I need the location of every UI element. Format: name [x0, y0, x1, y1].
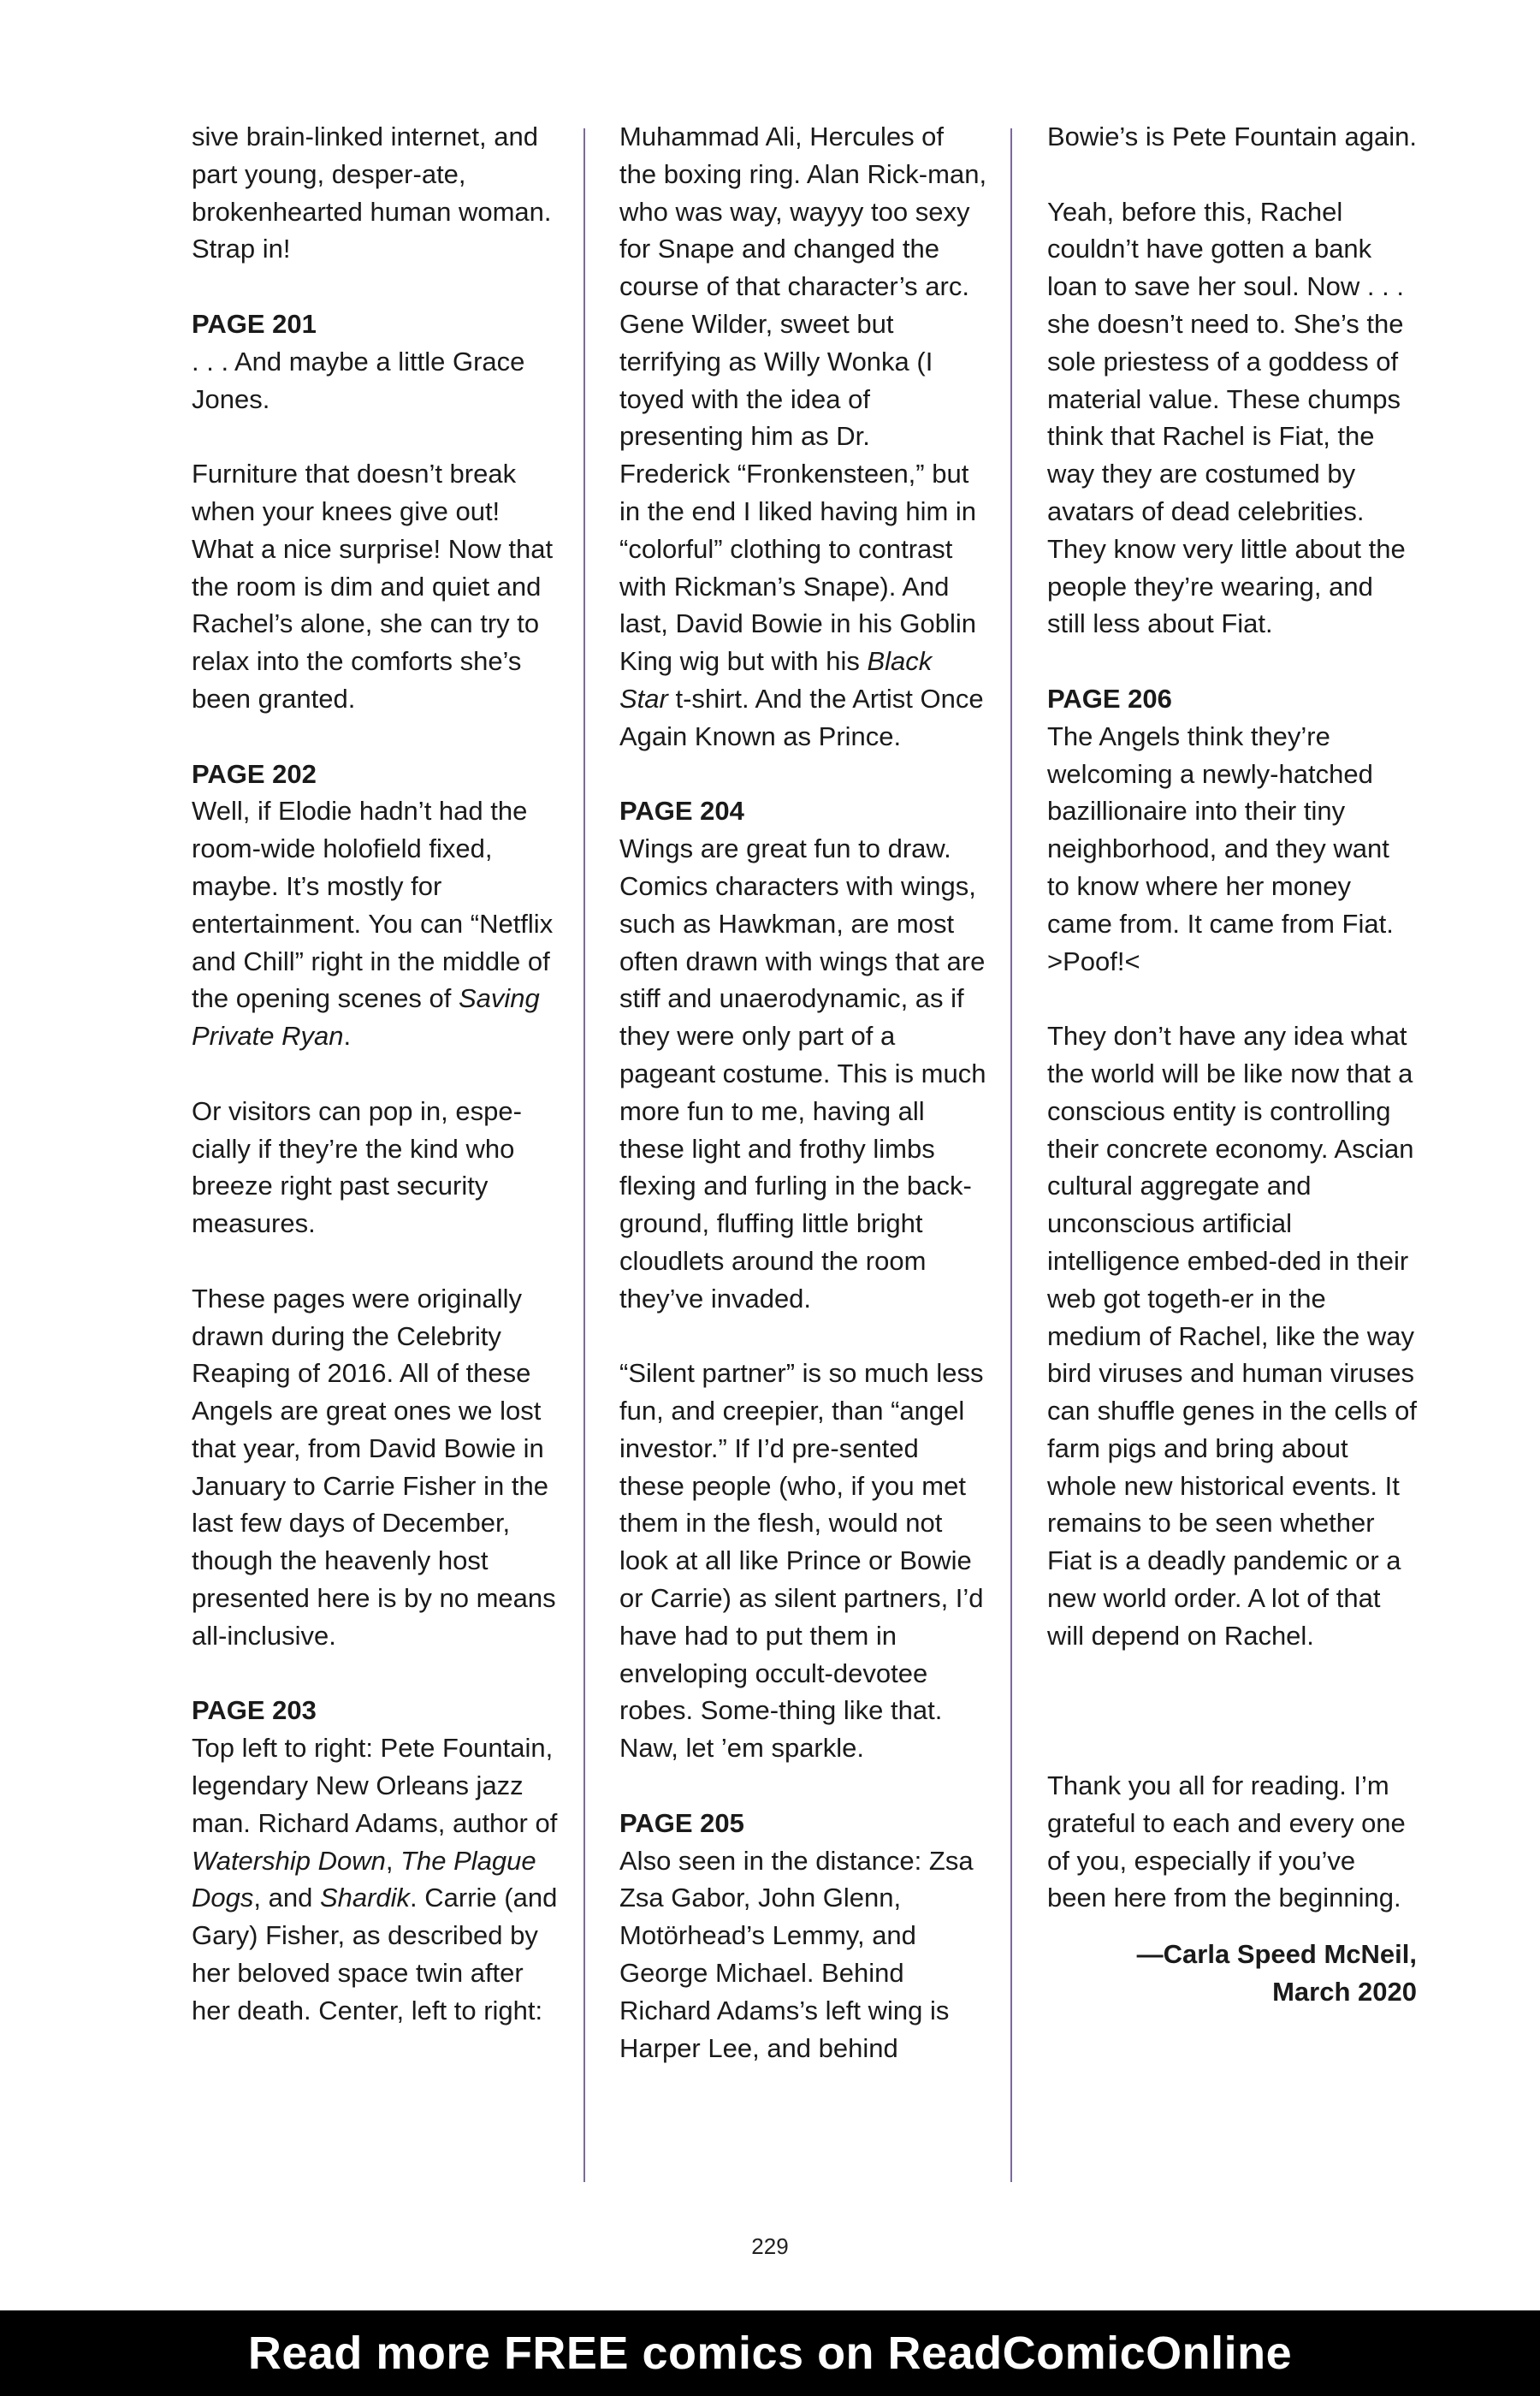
paragraph-205-continued: Bowie’s is Pete Fountain again. — [1047, 122, 1417, 151]
signature-name: —Carla Speed McNeil, — [1136, 1939, 1417, 1970]
paragraph-202-a: Well, if Elodie hadn’t had the room-wide holofield fixed, maybe. It’s mostly for entertainment. You can “Netflix and Chill” right in the middle of the opening scenes of Saving Private Ryan. — [192, 796, 554, 1052]
footer-banner-text[interactable]: Read more FREE comics on ReadComicOnline — [247, 2328, 1293, 2379]
heading-page-206: PAGE 206 — [1047, 683, 1172, 714]
heading-page-202: PAGE 202 — [192, 758, 317, 789]
column-divider-right — [1010, 128, 1012, 2182]
paragraph-thanks: Thank you all for reading. I’m grateful to each and every one of you, especially if you’ve been here from the beginning. — [1047, 1770, 1406, 1913]
text-column-left — [192, 118, 560, 2030]
heading-page-201: PAGE 201 — [192, 308, 317, 339]
paragraph-205: Also seen in the distance: Zsa Zsa Gabor, John Glenn, Motörhead’s Lemmy, and George Michael. Behind Richard Adams’s left wing is Harper Lee, and behind — [619, 1845, 974, 2063]
paragraph-202-c: These pages were originally drawn during the Celebrity Reaping of 2016. All of these Angels are great ones we lost that year, from David Bowie in January to Carrie Fisher in the last few days of December, though the heavenly host presented here is by no means all-inclusive. — [192, 1283, 556, 1651]
paragraph-201-b: Furniture that doesn’t break when your knees give out! What a nice surprise! Now that the room is dim and quiet and Rachel’s alone, she can try to relax into the comforts she’s been granted. — [192, 459, 554, 714]
paragraph-203-continued: Muhammad Ali, Hercules of the boxing ring. Alan Rick-man, who was way, wayyy too sexy for Snape and changed the course of that character’s arc. Gene Wilder, sweet but terrifying as Willy Wonka (I toyed with the idea of presenting him as Dr. Frederick “Fronkensteen,” but in the end I liked having him in “colorful” clothing to contrast with Rickman’s Snape). And last, David Bowie in his Goblin King wig but with his Black Star t-shirt. And the Artist Once Again Known as Prince. — [619, 122, 987, 751]
page-number: 229 — [751, 2233, 789, 2259]
paragraph-206-a: The Angels think they’re welcoming a newly-hatched bazillionaire into their tiny neighborhood, and they want to know where her money came from. It came from Fiat. >Poof!< — [1047, 721, 1394, 976]
paragraph-203: Top left to right: Pete Fountain, legendary New Orleans jazz man. Richard Adams, author of Watership Down, The Plague Dogs, and Shardik. Carrie (and Gary) Fisher, as described by her beloved space twin after her death. Center, left to right: — [192, 1733, 558, 2025]
paragraph-202-b: Or visitors can pop in, espe-cially if they’re the kind who breeze right past security measures. — [192, 1095, 522, 1239]
signature-date: March 2020 — [1272, 1977, 1417, 2008]
paragraph-201-a: . . . And maybe a little Grace Jones. — [192, 346, 525, 414]
text-column-right — [1047, 118, 1417, 2011]
paragraph-204-a: Wings are great fun to draw. Comics characters with wings, such as Hawkman, are most often drawn with wings that are stiff and unaerodynamic, as if they were only part of a pageant costume. This is much more fun to me, having all these light and frothy limbs flexing and furling in the back-ground, fluffing little bright cloudlets around the room they’ve invaded. — [619, 833, 986, 1314]
text-column-middle — [619, 118, 987, 2067]
footer-banner[interactable] — [0, 2310, 1540, 2396]
paragraph-205-b: Yeah, before this, Rachel couldn’t have gotten a bank loan to save her soul. Now . . . she doesn’t need to. She’s the sole priestess of a goddess of material value. These chumps think that Rachel is Fiat, the way they are costumed by avatars of dead celebrities. They know very little about the people they’re wearing, and still less about Fiat. — [1047, 196, 1406, 639]
heading-page-203: PAGE 203 — [192, 1695, 317, 1726]
paragraph-intro-continued: sive brain-linked internet, and part young, desper-ate, brokenhearted human woman. Strap in! — [192, 122, 552, 264]
paragraph-206-b: They don’t have any idea what the world will be like now that a conscious entity is controlling their concrete economy. Ascian cultural aggregate and unconscious artificial intelligence embed-ded in their web got togeth-er in the medium of Rachel, like the way bird viruses and human viruses can shuffle genes in the cells of farm pigs and bring about whole new historical events. It remains to be seen whether Fiat is a deadly pandemic or a new world order. A lot of that will depend on Rachel. — [1047, 1021, 1417, 1651]
heading-page-204: PAGE 204 — [619, 796, 744, 827]
heading-page-205: PAGE 205 — [619, 1807, 744, 1838]
column-divider-left — [583, 128, 585, 2182]
paragraph-204-b: “Silent partner” is so much less fun, and creepier, than “angel investor.” If I’d pre-sented these people (who, if you met them in the flesh, would not look at all like Prince or Bowie or Carrie) as silent partners, I’d have had to put them in enveloping occult-devotee robes. Some-thing like that. Naw, let ’em sparkle. — [619, 1358, 984, 1764]
